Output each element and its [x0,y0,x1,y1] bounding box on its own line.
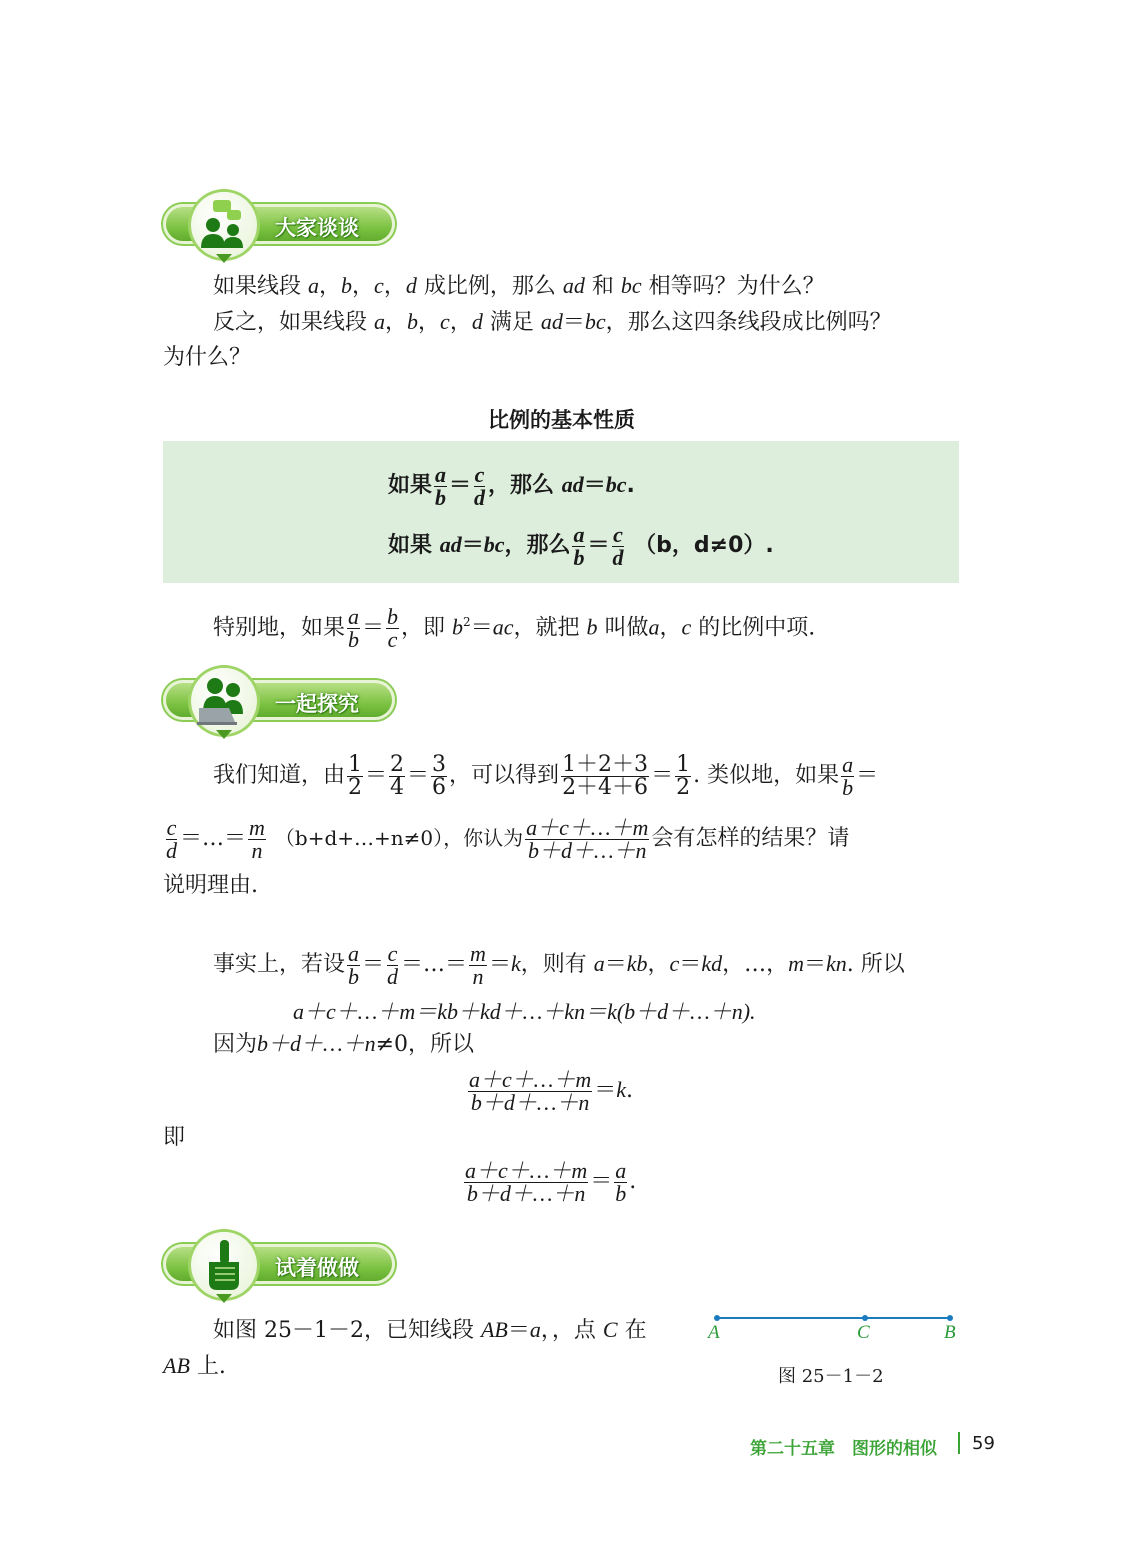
text: ，点 [551,1318,596,1343]
property-line-1: 如果 $\frac{a}{b}$ ＝ $\frac{c}{d}$ ，那么 ad＝bc. [388,461,635,510]
paragraph-2-line2: 为什么？ [163,345,252,370]
text: 如果 [388,473,433,498]
section-arrow [216,254,232,263]
footer-divider [958,1432,960,1454]
page-number: 59 [972,1433,995,1454]
text: ，所以 [408,1032,475,1057]
text: ，即 [401,615,446,641]
text: 事实上，若设 [213,952,346,977]
text: 相等吗？为什么？ [648,274,825,299]
text: 如图 25－1－2，已知线段 [213,1318,474,1343]
proof-ji: 即 [163,1125,186,1150]
text: 如果 [388,533,433,558]
property-title: 比例的基本性质 [488,408,635,432]
proof-line-1: 事实上，若设 $\frac{a}{b}$ ＝ $\frac{c}{d}$ ＝…＝ $\frac{m}{n}$ ＝k，则有 a＝kb，c＝kd，…，m＝kn. 所以 [213,940,905,989]
explore-line-2: $\frac{c}{d}$ ＝…＝ $\frac{m}{n}$ （b+d+…+n≠0），你认为 $\frac{a+c+\dots+m}{b+d+\dots+n}$ 会有怎样的结果？请 [166,814,850,863]
point-a-label: A [708,1322,720,1343]
text: ，可以得到 [449,763,560,788]
text: 我们知道，由 [213,763,346,788]
pointing-hand-icon [191,1232,257,1298]
point-c-label: C [857,1322,870,1343]
text: 满足 [489,310,534,335]
figure-caption: 图 25－1－2 [778,1366,884,1387]
text: 和 [591,274,614,299]
proof-equation-3: $\frac{a+c+\dots+m}{b+d+\dots+n}$ ＝ $\frac{a}{b}$ . [465,1157,637,1206]
text: 成比例，那么 [423,274,556,299]
text: ，那么 [504,533,571,558]
proof-line-2: 因为b＋d＋…＋n≠0，所以 [213,1031,475,1057]
text: ，那么这四条线段成比例吗？ [605,310,892,335]
text: 反之，如果线段 [213,310,368,335]
section-header-discuss [163,192,395,264]
text: ，就把 [513,615,580,641]
text: . 所以 [846,952,905,977]
exercise-line-1: 如图 25－1－2，已知线段 AB＝a，，点 C 在 [213,1317,647,1343]
proof-equation-1: a＋c＋…＋m＝kb＋kd＋…＋kn＝k(b＋d＋…＋n). [293,999,756,1024]
text: ，则有 [520,952,587,977]
footer-chapter: 第二十五章 图形的相似 [750,1439,937,1459]
text: （b+d+…+n≠0），你认为 [274,826,524,850]
section-label: 一起探究 [275,692,359,716]
section-arrow [216,730,232,739]
text: 因为 [213,1032,258,1057]
text: 如果线段 [213,274,302,299]
point-b-dot [947,1315,953,1321]
point-b-label: B [944,1322,956,1343]
text: . 类似地，如果 [693,763,840,788]
text: ，那么 [488,473,555,498]
explore-line-1: 我们知道，由 $\frac{1}{2}$ ＝ $\frac{2}{4}$ ＝ $\frac{3}{6}$ ，可以得到 $\frac{1+2+3}{2+4+6}$ ＝ $\frac{1}{2}$ . 类似地，如果 $\frac{a}{b}$ ＝ [213,751,879,800]
text: 上. [196,1354,226,1379]
section-arrow [216,1294,232,1303]
paragraph-1: 如果线段 a，b，c，d 成比例，那么 ad 和 bc 相等吗？为什么？ [213,273,825,299]
section-header-explore [163,668,395,740]
section-label: 大家谈谈 [275,216,359,240]
section-label: 试着做做 [275,1256,359,1280]
paragraph-2: 反之，如果线段 a，b，c，d 满足 ad＝bc，那么这四条线段成比例吗？ [213,309,892,335]
text: 会有怎样的结果？请 [651,826,850,851]
figure-segment-ab [700,1308,970,1348]
text: （b，d≠0）. [634,533,774,558]
property-line-2: 如果 ad＝bc，那么 $\frac{a}{b}$ ＝ $\frac{c}{d}$ （b，d≠0）. [388,521,774,570]
special-paragraph: 特别地，如果 $\frac{a}{b}$ ＝ $\frac{b}{c}$ ，即 $b^2=ac$，就把 b 叫做a，c 的比例中项. [213,603,816,652]
proof-equation-2: $\frac{a+c+\dots+m}{b+d+\dots+n}$ ＝k. [469,1066,633,1115]
point-a-dot [714,1315,720,1321]
point-c-dot [862,1315,868,1321]
text: 叫做 [604,615,649,641]
text: 在 [624,1318,647,1343]
explore-line-3: 说明理由. [163,873,258,898]
text: 的比例中项. [698,615,816,641]
section-header-try [163,1232,395,1304]
exercise-line-2: AB 上. [163,1353,226,1379]
text: 特别地，如果 [213,615,346,641]
people-laptop-icon [191,668,257,734]
discussion-people-icon [191,192,257,258]
